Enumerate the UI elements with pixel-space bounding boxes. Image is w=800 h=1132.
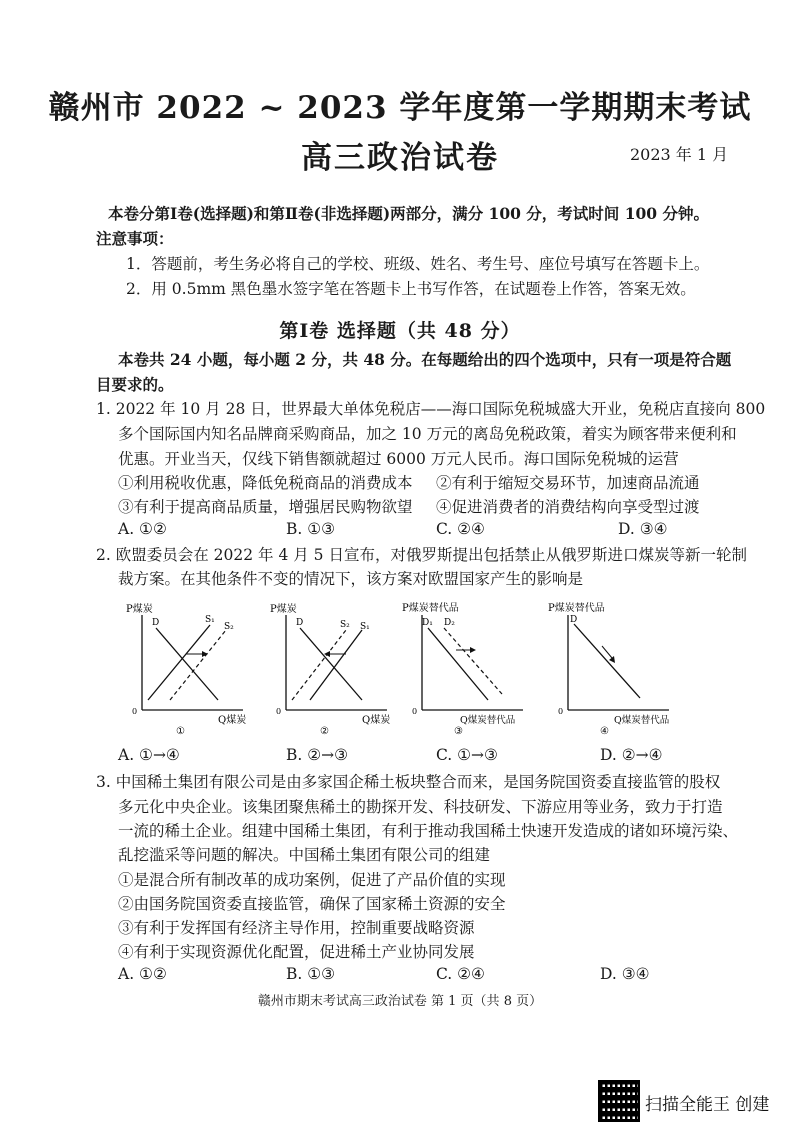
notice-2: 2．用 0.5mm 黑色墨水签字笔在答题卡上书写作答，在试题卷上作答，答案无效。 <box>126 280 696 298</box>
demand-line <box>574 624 640 698</box>
q3-stem-3: 一流的稀土企业。组建中国稀土集团，有利于推动我国稀土快速开发造成的诸如环境污染、 <box>118 822 739 840</box>
exam-date: 2023 年 1 月 <box>630 145 729 164</box>
q1-statement-2: ②有利于缩短交易环节，加速商品流通 <box>436 474 700 492</box>
exam-subtitle: 高三政治试卷 <box>301 140 499 176</box>
section-desc-2: 目要求的。 <box>96 375 174 394</box>
qr-code-icon <box>598 1080 640 1122</box>
graph-number: ④ <box>600 726 609 737</box>
section-title: 第Ⅰ卷 选择题（共 48 分） <box>279 320 521 342</box>
q3-option-a[interactable]: A. ①② <box>118 965 167 983</box>
demand-line <box>300 628 362 700</box>
graph-number: ① <box>176 726 185 737</box>
page-footer: 赣州市期末考试高三政治试卷 第 1 页（共 8 页） <box>257 994 543 1009</box>
q3-stem-4: 乱挖滥采等问题的解决。中国稀土集团有限公司的组建 <box>118 846 491 864</box>
q2-option-c[interactable]: C. ①→③ <box>436 746 498 764</box>
section-desc-1: 本卷共 24 小题，每小题 2 分，共 48 分。在每题给出的四个选项中，只有一项是符合题 <box>118 350 732 369</box>
q1-stem-3: 优惠。开业当天，仅线下销售额就超过 6000 万元人民币。海口国际免税城的运营 <box>118 450 679 468</box>
q1-statement-1: ①利用税收优惠，降低免税商品的消费成本 <box>118 474 413 492</box>
q3-stem-2: 多元化中央企业。该集团聚焦稀土的勘探开发、科技研发、下游应用等业务，致力于打造 <box>118 798 723 816</box>
exam-info: 本卷分第Ⅰ卷(选择题)和第Ⅱ卷(非选择题)两部分，满分 100 分，考试时间 100 分钟。 <box>108 204 709 223</box>
x-axis-label: Q煤炭替代品 <box>460 715 516 726</box>
q3-statement-1: ①是混合所有制改革的成功案例，促进了产品价值的实现 <box>118 871 506 889</box>
q1-option-a[interactable]: A. ①② <box>118 520 167 538</box>
q3-option-d[interactable]: D. ③④ <box>600 965 650 983</box>
q1-stem-2: 多个国际国内知名品牌商采购商品，加之 10 万元的离岛免税政策，着实为顾客带来便利和 <box>118 425 737 443</box>
supply-line-s1 <box>310 630 362 700</box>
s2-label: S₂ <box>224 622 234 632</box>
notice-1: 1．答题前，考生务必将自己的学校、班级、姓名、考生号、座位号填写在答题卡上。 <box>126 255 710 273</box>
demand-line-d2 <box>444 628 502 694</box>
scanner-watermark: 扫描全能王 创建 <box>645 1095 770 1115</box>
q3-option-c[interactable]: C. ②④ <box>436 965 485 983</box>
x-axis-label: Q煤炭 <box>218 715 247 726</box>
d1-label: D₁ <box>422 618 433 628</box>
origin-label: 0 <box>412 707 418 716</box>
q2-option-b[interactable]: B. ②→③ <box>286 746 349 764</box>
arrow-head <box>609 656 615 663</box>
d2-label: D₂ <box>444 618 455 628</box>
q2-option-a[interactable]: A. ①→④ <box>118 746 180 764</box>
demand-label: D <box>296 618 304 628</box>
origin-label: 0 <box>558 707 564 716</box>
q1-stem-1: 1. 2022 年 10 月 28 日，世界最大单体免税店——海口国际免税城盛大开业，免税店直接向 800 <box>96 400 766 418</box>
y-axis-label: P煤炭 <box>270 604 297 615</box>
demand-label: D <box>152 618 160 628</box>
q3-statement-3: ③有利于发挥国有经济主导作用，控制重要战略资源 <box>118 919 475 937</box>
s2-label: S₂ <box>340 620 350 630</box>
notice-title: 注意事项： <box>96 229 174 248</box>
y-axis-label: P煤炭 <box>126 604 153 615</box>
demand-line <box>156 628 218 700</box>
q1-statement-4: ④促进消费者的消费结构向享受型过渡 <box>436 498 700 516</box>
q3-stem-1: 3. 中国稀土集团有限公司是由多家国企稀土板块整合而来，是国务院国资委直接监管的股权 <box>96 773 721 791</box>
q1-option-c[interactable]: C. ②④ <box>436 520 485 538</box>
s1-label: S₁ <box>205 615 215 625</box>
x-axis-label: Q煤炭替代品 <box>614 715 670 726</box>
supply-demand-graph-4 <box>544 600 684 740</box>
graph-number: ③ <box>454 726 463 737</box>
q1-option-d[interactable]: D. ③④ <box>618 520 668 538</box>
y-axis-label: P煤炭替代品 <box>548 603 605 614</box>
q2-stem-2: 裁方案。在其他条件不变的情况下，该方案对欧盟国家产生的影响是 <box>118 570 584 588</box>
q2-stem-1: 2. 欧盟委员会在 2022 年 4 月 5 日宣布，对俄罗斯提出包括禁止从俄罗斯进口煤炭等新一轮制 <box>96 546 747 564</box>
supply-demand-graph-1 <box>118 600 258 740</box>
q3-statement-2: ②由国务院国资委直接监管，确保了国家稀土资源的安全 <box>118 895 506 913</box>
x-axis-label: Q煤炭 <box>362 715 391 726</box>
q1-statement-3: ③有利于提高商品质量，增强居民购物欲望 <box>118 498 413 516</box>
arrow-head <box>470 647 476 653</box>
q3-statement-4: ④有利于实现资源优化配置，促进稀土产业协同发展 <box>118 943 475 961</box>
supply-demand-graph-3 <box>398 600 538 740</box>
origin-label: 0 <box>132 707 138 716</box>
q3-option-b[interactable]: B. ①③ <box>286 965 336 983</box>
graph-number: ② <box>320 726 329 737</box>
q1-option-b[interactable]: B. ①③ <box>286 520 336 538</box>
supply-demand-graph-2 <box>262 600 402 740</box>
demand-label: D <box>570 615 578 625</box>
origin-label: 0 <box>276 707 282 716</box>
s1-label: S₁ <box>360 622 370 632</box>
supply-line-s2 <box>292 630 346 700</box>
y-axis-label: P煤炭替代品 <box>402 603 459 614</box>
exam-title: 赣州市 2022 ~ 2023 学年度第一学期期末考试 <box>48 90 752 126</box>
demand-line-d1 <box>428 628 488 700</box>
q2-option-d[interactable]: D. ②→④ <box>600 746 663 764</box>
